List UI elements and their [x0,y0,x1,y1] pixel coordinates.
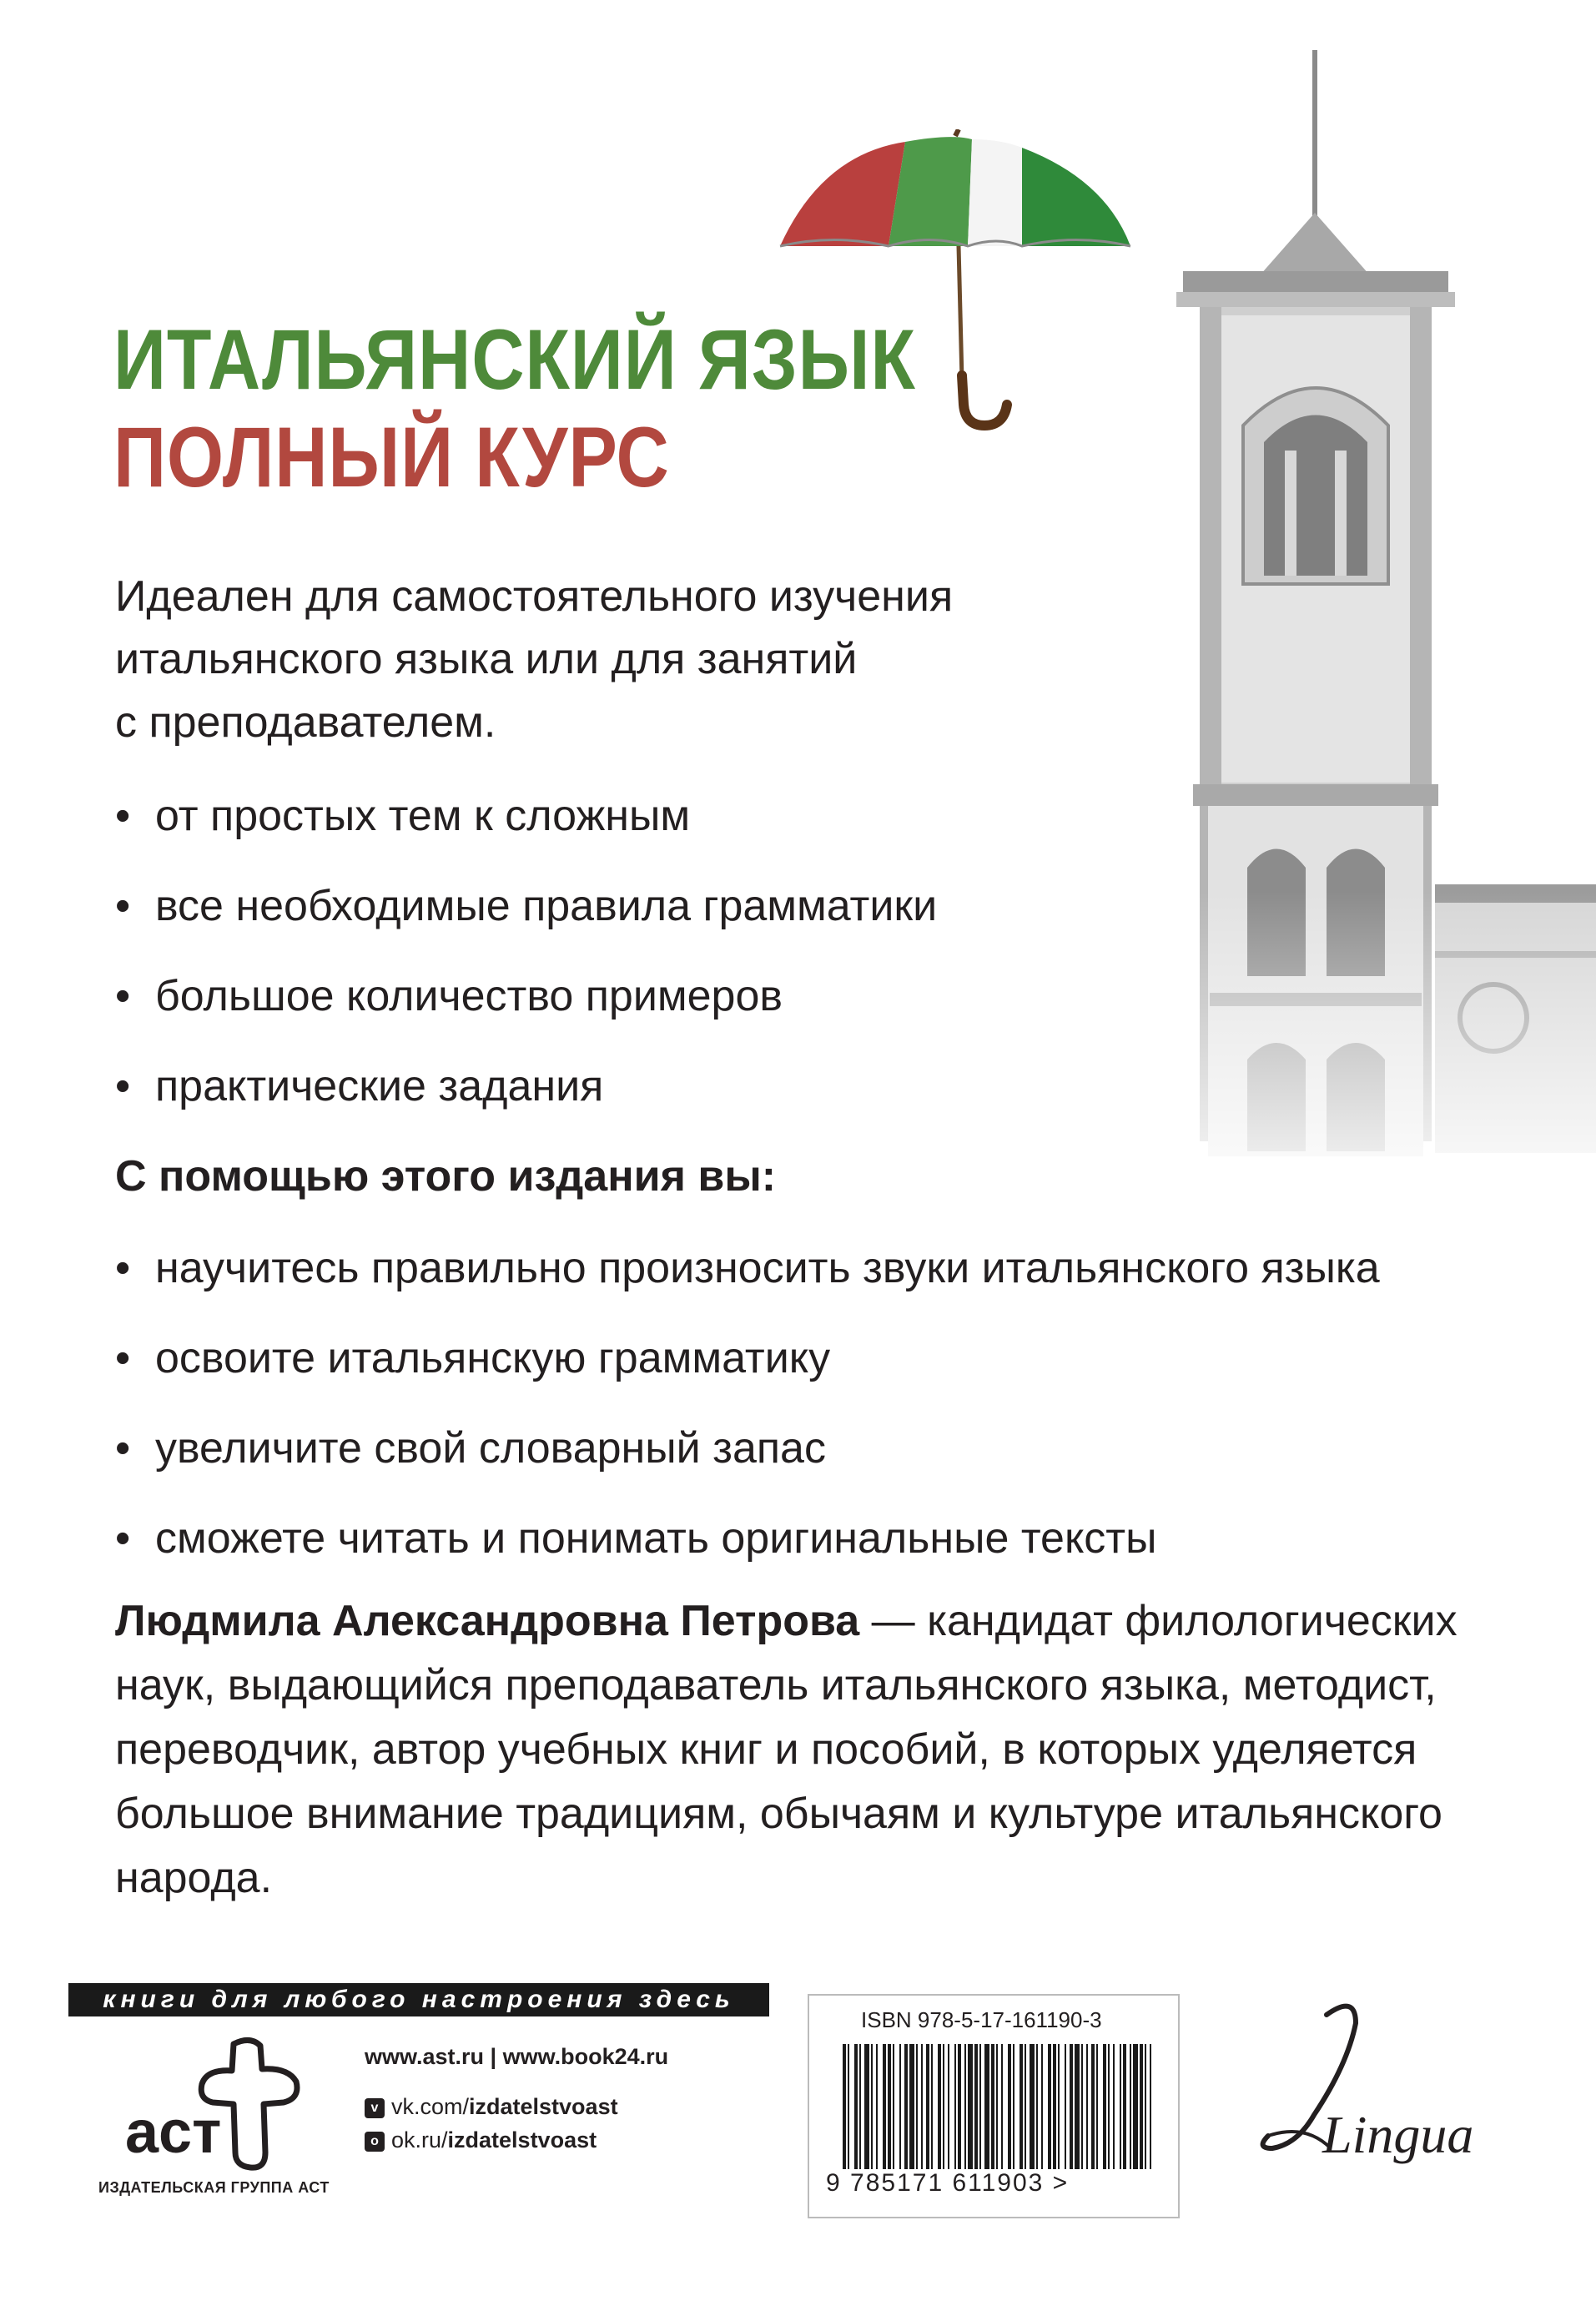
barcode-bar [1140,2044,1143,2169]
barcode-bar [1013,2044,1014,2169]
list-item: • от простых тем к сложным [115,791,937,881]
barcode-bar [1041,2044,1043,2169]
barcode-bar [1030,2044,1035,2169]
list-item: • сможете читать и понимать оригинальные тексты [115,1513,1380,1604]
barcode-bar [1103,2044,1106,2169]
barcode-bar [996,2044,998,2169]
vk-prefix: vk.com/ [391,2094,470,2119]
barcode-bar [974,2044,978,2169]
barcode-bar [1108,2044,1110,2169]
barcode-bar [888,2044,891,2169]
publisher-tagline: книги для любого настроения здесь [68,1983,769,2016]
barcode-bar [921,2044,923,2169]
barcode-bar [958,2044,961,2169]
barcode-bar [1091,2044,1095,2169]
barcode-bar [943,2044,944,2169]
intro-line: итальянского языка или для занятий [115,635,858,684]
barcode-bar [1113,2044,1115,2169]
lingua-imprint-logo [1231,1990,1531,2190]
vk-handle: izdatelstvoast [469,2094,618,2119]
barcode-bar [1075,2044,1080,2169]
ok-prefix: ok.ru/ [391,2127,448,2152]
barcode-bar [931,2044,933,2169]
barcode-bar [916,2044,918,2169]
list-item: • увеличите свой словарный запас [115,1423,1380,1513]
barcode-bar [954,2044,956,2169]
barcode-bar [1036,2044,1038,2169]
vk-icon: v [365,2098,385,2118]
features-list [115,791,937,1151]
ok-icon: o [365,2132,385,2152]
author-bio-line: народа. [115,1853,273,1902]
intro-paragraph [115,566,1033,754]
barcode-bar [1145,2044,1146,2169]
barcode-bar [883,2044,886,2169]
barcode-bar [864,2044,869,2169]
author-bio-line: — кандидат филологических [859,1597,1458,1645]
barcode-bar [899,2044,901,2169]
barcode-bar [1020,2044,1023,2169]
author-name: Людмила Александровна Петрова [115,1597,860,1645]
list-item: • большое количество примеров [115,971,937,1061]
barcode-bar [909,2044,914,2169]
book-title-line-1: ИТАЛЬЯНСКИЙ ЯЗЫК [113,312,916,407]
barcode-bar [1150,2044,1151,2169]
list-item: • практические задания [115,1061,937,1151]
list-item: • все необходимые правила грамматики [115,881,937,971]
list-item: • научитесь правильно произносить звуки итальянского языка [115,1243,1380,1333]
barcode-bar [948,2044,949,2169]
barcode-bar [1081,2044,1083,2169]
barcode-bar [893,2044,894,2169]
barcode-bar [1053,2044,1056,2169]
barcode-bar [1025,2044,1026,2169]
barcode-bar [1001,2044,1003,2169]
barcode-bar [854,2044,858,2169]
barcode-bar [968,2044,973,2169]
isbn-label: ISBN 978-5-17-161190-3 [861,2007,1102,2032]
barcode-bar [1123,2044,1126,2169]
barcode-bar [938,2044,941,2169]
bell-tower-illustration [1118,50,1596,1218]
barcode-panel [808,1994,1180,2218]
benefits-heading: С помощью этого издания вы: [115,1152,777,1201]
benefits-list [115,1243,1380,1604]
book-title-line-2: ПОЛНЫЙ КУРС [113,410,670,505]
barcode-bar [876,2044,878,2169]
author-bio [115,1589,1517,1911]
author-bio-line: наук, выдающийся преподаватель итальянского языка, методист, [115,1660,1437,1709]
barcode-bar [904,2044,908,2169]
barcode-bar [843,2044,846,2169]
author-bio-line: большое внимание традициям, обычаям и культуре итальянского [115,1789,1442,1838]
lingua-text: Lingua [1322,2105,1474,2164]
barcode-bar [964,2044,966,2169]
barcode-bar [979,2044,981,2169]
ok-link[interactable] [365,2127,597,2153]
barcode-bar [1065,2044,1066,2169]
barcode-bars [843,2044,1151,2169]
vk-link[interactable] [365,2094,618,2120]
ast-logo-text: аст [125,2099,222,2166]
barcode-bar [1096,2044,1098,2169]
barcode-bar [984,2044,989,2169]
barcode-bar [1120,2044,1121,2169]
barcode-digits: 9 785171 611903 > [826,2169,1070,2197]
barcode-bar [871,2044,873,2169]
barcode-bar [848,2044,849,2169]
intro-line: Идеален для самостоятельного изучения [115,572,954,621]
barcode-bar [1048,2044,1051,2169]
barcode-bar [1133,2044,1138,2169]
barcode-bar [1058,2044,1060,2169]
barcode-bar [1070,2044,1073,2169]
barcode-bar [926,2044,929,2169]
barcode-bar [859,2044,861,2169]
barcode-bar [1130,2044,1131,2169]
list-item: • освоите итальянскую грамматику [115,1333,1380,1423]
ast-publisher-logo [125,2036,309,2173]
publisher-caption: ИЗДАТЕЛЬСКАЯ ГРУППА АСТ [98,2179,330,2196]
barcode-bar [1008,2044,1011,2169]
barcode-bar [991,2044,994,2169]
author-bio-line: переводчик, автор учебных книг и пособий, в которых уделяется [115,1724,1417,1774]
website-links[interactable]: www.ast.ru | www.book24.ru [365,2044,669,2069]
barcode-bar [1086,2044,1088,2169]
intro-line: с преподавателем. [115,697,496,747]
ok-handle: izdatelstvoast [447,2127,597,2152]
